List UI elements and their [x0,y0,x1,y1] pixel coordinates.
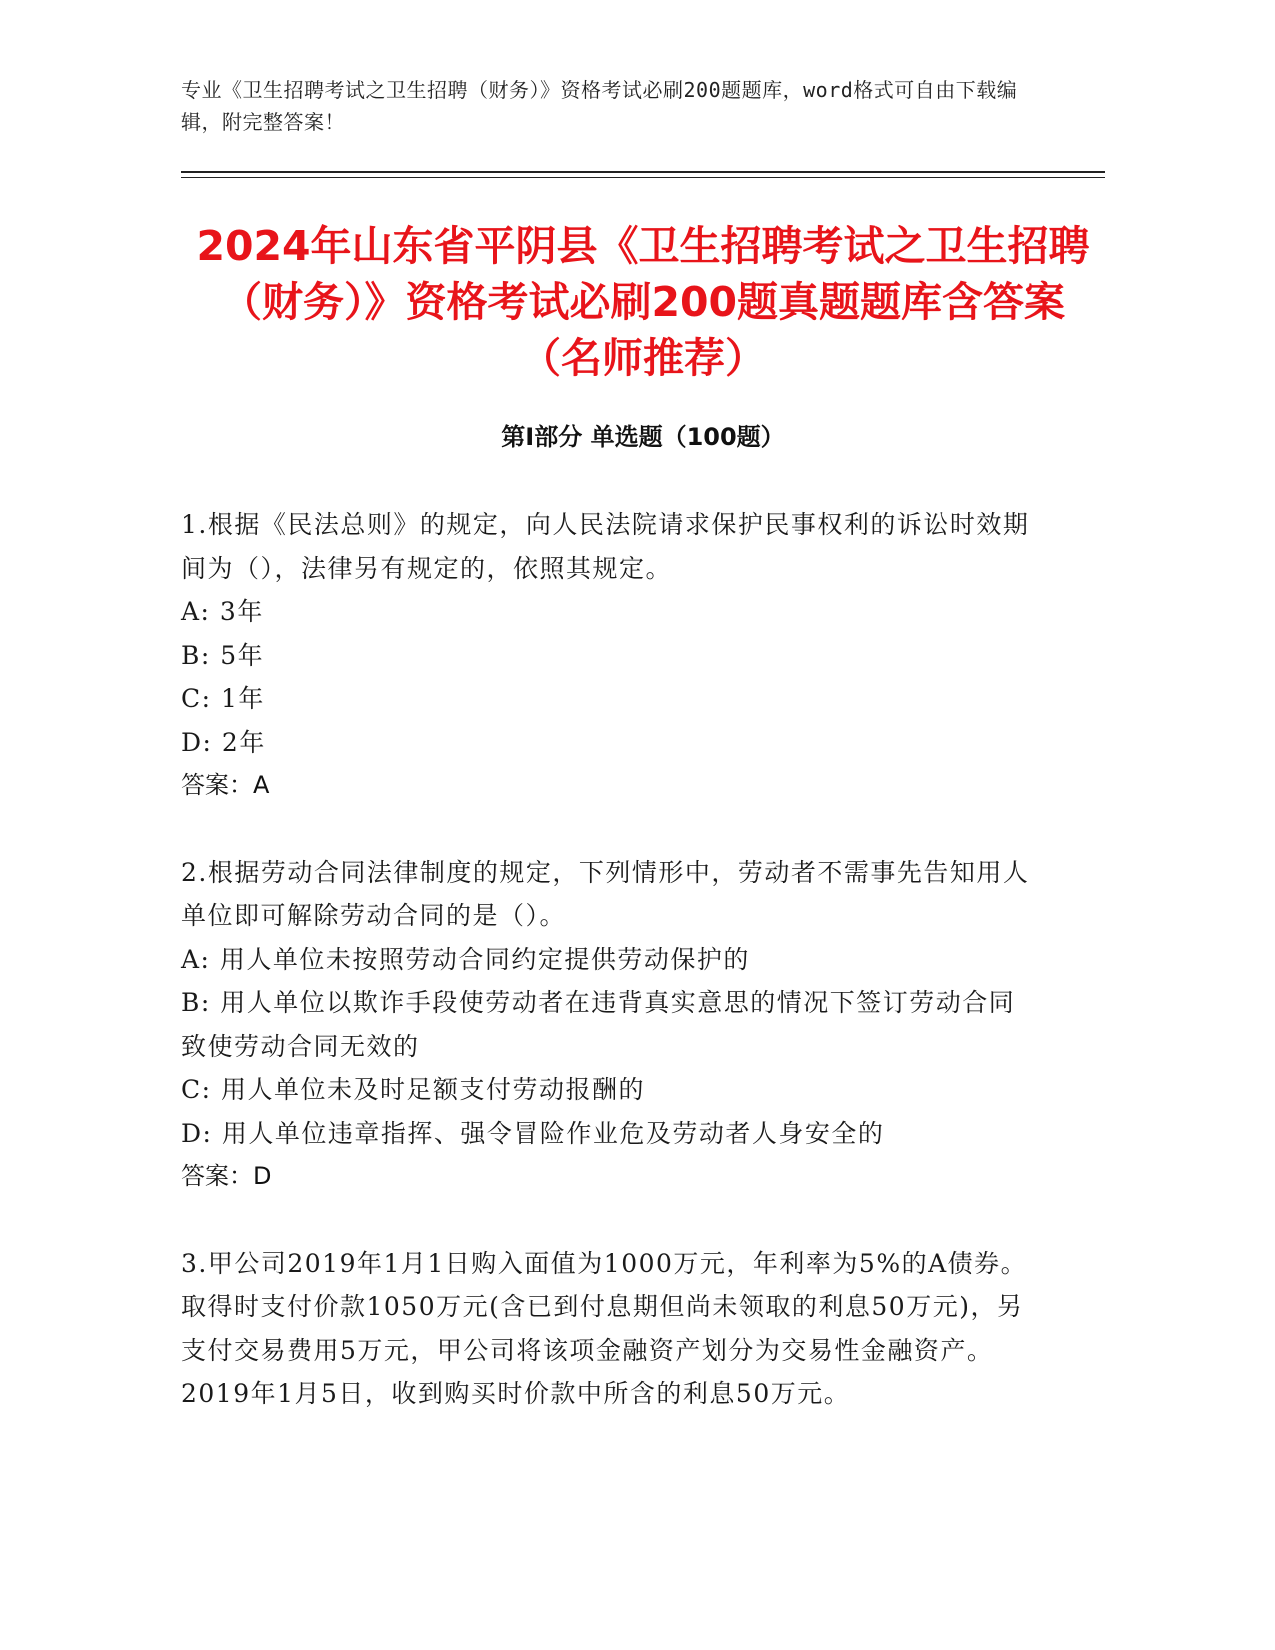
option-a: A: 3年 [181,597,264,626]
header-divider-thick [181,171,1105,173]
question-text: 2.根据劳动合同法律制度的规定，下列情形中，劳动者不需事先告知用人单位即可解除劳动合同的是（）。 [181,857,1030,930]
question-1 [181,503,1041,808]
question-text: 3.甲公司2019年1月1日购入面值为1000万元，年利率为5%的A债券。取得时支付价款1050万元(含已到付息期但尚未领取的利息50万元)，另支付交易费用5万元，甲公司将该项金融资产划分为交易性金融资产。2019年1月5日，收到购买时价款中所含的利息50万元。 [181,1248,1028,1408]
answer: 答案：D [181,1162,272,1190]
option-a: A: 用人单位未按照劳动合同约定提供劳动保护的 [181,944,750,974]
option-d: D: 用人单位违章指挥、强令冒险作业危及劳动者人身安全的 [181,1118,885,1148]
question-2 [181,851,1041,1199]
section-title: 第Ⅰ部分 单选题（100题） [501,423,785,451]
question-text: 1.根据《民法总则》的规定，向人民法院请求保护民事权利的诉讼时效期间为（），法律另有规定的，依照其规定。 [181,510,1030,583]
header-divider-thin [181,177,1105,178]
option-d: D: 2年 [181,727,266,757]
header-note: 专业《卫生招聘考试之卫生招聘（财务）》资格考试必刷200题题库，word格式可自由下载编辑，附完整答案！ [181,78,1018,134]
option-c: C: 用人单位未及时足额支付劳动报酬的 [181,1075,645,1104]
option-c: C: 1年 [181,684,265,713]
option-b: B: 用人单位以欺诈手段使劳动者在违背真实意思的情况下签订劳动合同致使劳动合同无效的 [181,988,1016,1061]
question-list [181,503,1041,1459]
option-b: B: 5年 [181,640,265,670]
question-3 [181,1242,1041,1416]
answer: 答案：A [181,771,270,799]
document-title: 2024年山东省平阴县《卫生招聘考试之卫生招聘（财务）》资格考试必刷200题真题题库含答案（名师推荐） [196,222,1090,382]
